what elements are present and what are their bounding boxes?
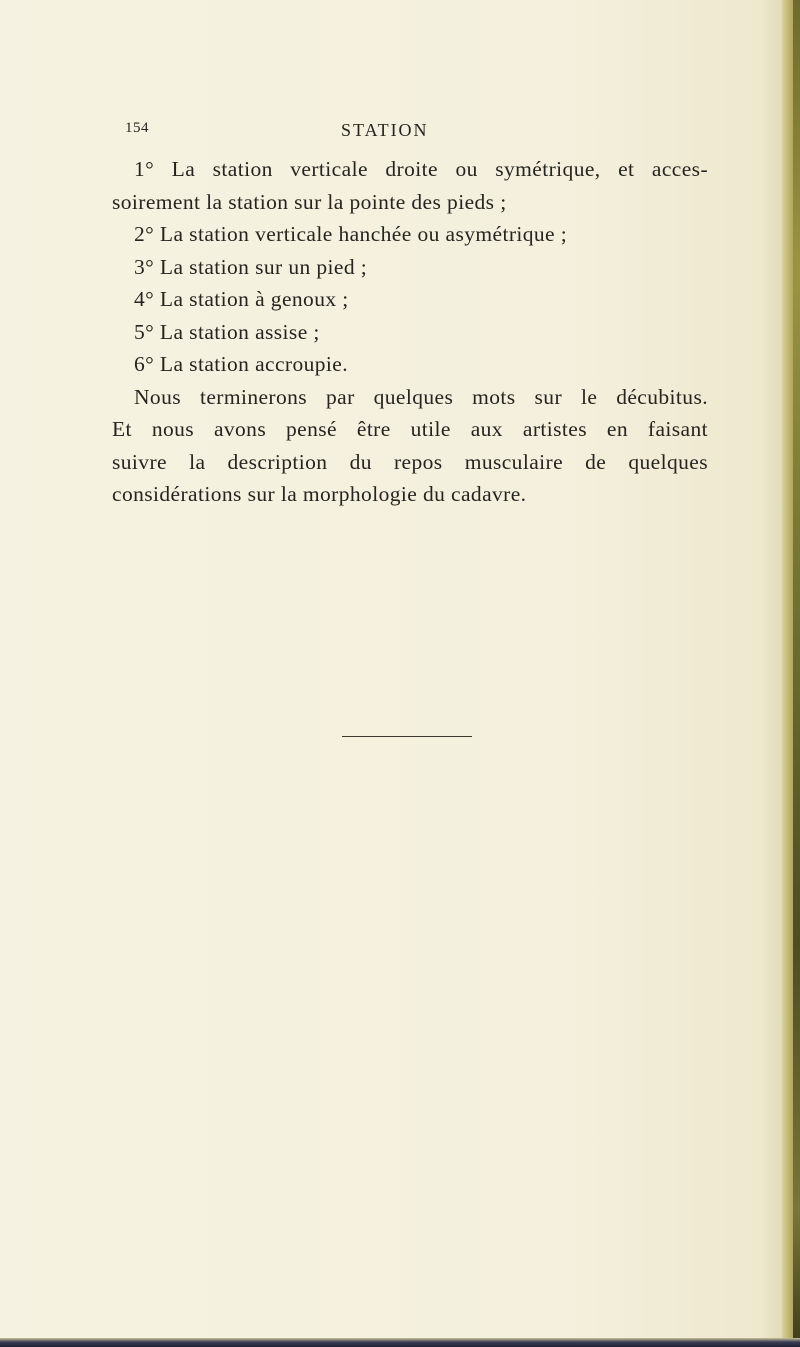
text-line: Nous terminerons par quelques mots sur le décubitus. xyxy=(134,384,708,409)
page-number: 154 xyxy=(125,120,149,136)
text-line: soirement la station sur la pointe des pieds ; xyxy=(112,189,507,214)
text-line: suivre la description du repos musculaire de quelques xyxy=(112,449,708,474)
running-title: STATION xyxy=(341,120,429,140)
text-line: 3° La station sur un pied ; xyxy=(134,254,368,279)
section-divider xyxy=(342,736,472,737)
body-text xyxy=(112,153,708,511)
running-head xyxy=(125,120,705,150)
page-edge-bottom xyxy=(0,1338,800,1347)
text-line: 6° La station accroupie. xyxy=(134,352,349,376)
text-line: considérations sur la morphologie du cadavre. xyxy=(112,482,527,506)
text-line: 2° La station verticale hanchée ou asymétrique ; xyxy=(134,222,568,246)
text-line: 1° La station verticale droite ou symétrique, et acces- xyxy=(134,157,708,181)
page-edge-shadow xyxy=(793,0,800,1347)
text-line: Et nous avons pensé être utile aux artistes en faisant xyxy=(112,417,708,441)
text-line: 4° La station à genoux ; xyxy=(134,287,349,311)
text-line: 5° La station assise ; xyxy=(134,319,320,344)
